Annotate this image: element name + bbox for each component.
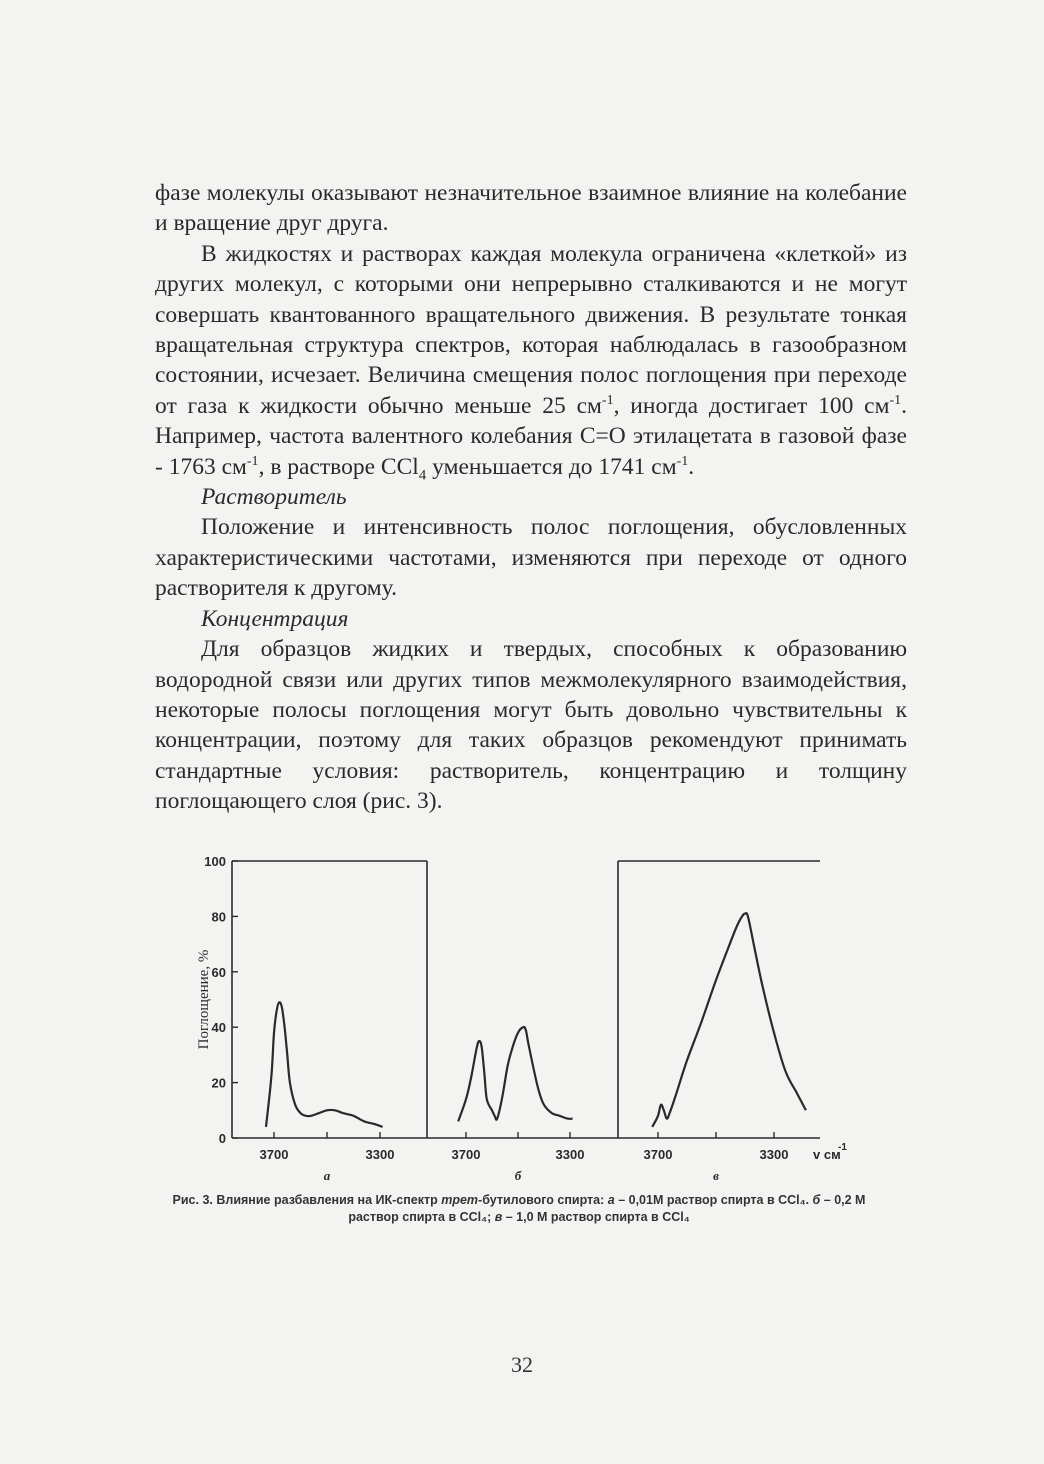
panel-label: в <box>713 1168 719 1183</box>
superscript: -1 <box>889 393 902 409</box>
x-tick-label: 3300 <box>365 1147 395 1162</box>
spectrum-line-3 <box>652 913 806 1127</box>
panel-label: б <box>514 1168 522 1183</box>
paragraph-3: Положение и интенсивность полос поглощения, обусловленных характеристическими частотами, изменяются при переходе от одного растворителя к другому. <box>155 514 907 602</box>
x-tick-label: 3700 <box>259 1147 289 1162</box>
spectrum-line-2 <box>458 1027 572 1121</box>
paragraph-1: фазе молекулы оказывают незначительное взаимное влияние на колебание и вращение друг друга. <box>155 180 907 237</box>
y-tick-label: 0 <box>218 1131 226 1146</box>
superscript: -1 <box>601 393 614 409</box>
figure-caption: Рис. 3. Влияние разбавления на ИК-спектр трет-бутилового спирта: а – 0,01М раствор спирта в CCl₄. б – 0,2 М раствор спирта в CCl₄; в – 1,0 М раствор спирта в CCl₄ <box>172 1193 866 1224</box>
y-tick-label: 80 <box>211 909 226 925</box>
y-tick-label: 20 <box>211 1075 226 1091</box>
heading-solvent: Растворитель <box>201 484 347 511</box>
heading-concentration: Концентрация <box>201 605 349 632</box>
y-tick-label: 60 <box>211 964 226 980</box>
x-unit-superscript: -1 <box>838 1142 847 1153</box>
x-tick-label: 3700 <box>451 1147 481 1162</box>
superscript: -1 <box>246 453 259 469</box>
x-tick-label: 3700 <box>643 1147 673 1162</box>
x-tick-label: 3300 <box>759 1147 789 1162</box>
body-text <box>155 178 907 817</box>
y-axis-label: Поглощение, % <box>196 949 212 1050</box>
panel-label: а <box>323 1168 331 1183</box>
x-tick-label: 3300 <box>555 1147 585 1162</box>
y-tick-label: 40 <box>211 1020 226 1036</box>
y-tick-label: 100 <box>204 854 226 869</box>
superscript: -1 <box>676 453 689 469</box>
subscript: 4 <box>418 467 427 484</box>
ir-spectra-figure <box>170 848 870 1183</box>
paragraph-4: Для образцов жидких и твердых, способных к образованию водородной связи или других типов межмолекулярного взаимодействия, некоторые полосы поглощения могут быть довольно чувствительны к концентрации, поэтому для таких образцов рекомендуют принимать стандартные условия: растворитель, концентрацию и толщину поглощающего слоя (рис. 3). <box>155 636 907 815</box>
page-number: 32 <box>511 1352 533 1377</box>
spectrum-line-1 <box>266 1002 383 1127</box>
x-unit-label: v см <box>813 1147 841 1162</box>
paragraph-2: В жидкостях и растворах каждая молекула ограничена «клеткой» из других молекул, с которыми они непрерывно сталкиваются и не могут совершать квантованного вращательного движения. В результате тонкая вращательная структура спектров, которая наблюдалась в газообразном состоянии, исчезает. Величина смещения полос поглощения при переходе от газа к жидкости обычно меньше 25 $см^{-1}$, иногда достигает 100 $см^{-1}$. Например, частота валентного колебания С=О этилацетата в газовой фазе - 1763 $см^{-1}$, в растворе CCl$_4$ уменьшается до 1741 $см^{-1}$. <box>155 240 907 484</box>
